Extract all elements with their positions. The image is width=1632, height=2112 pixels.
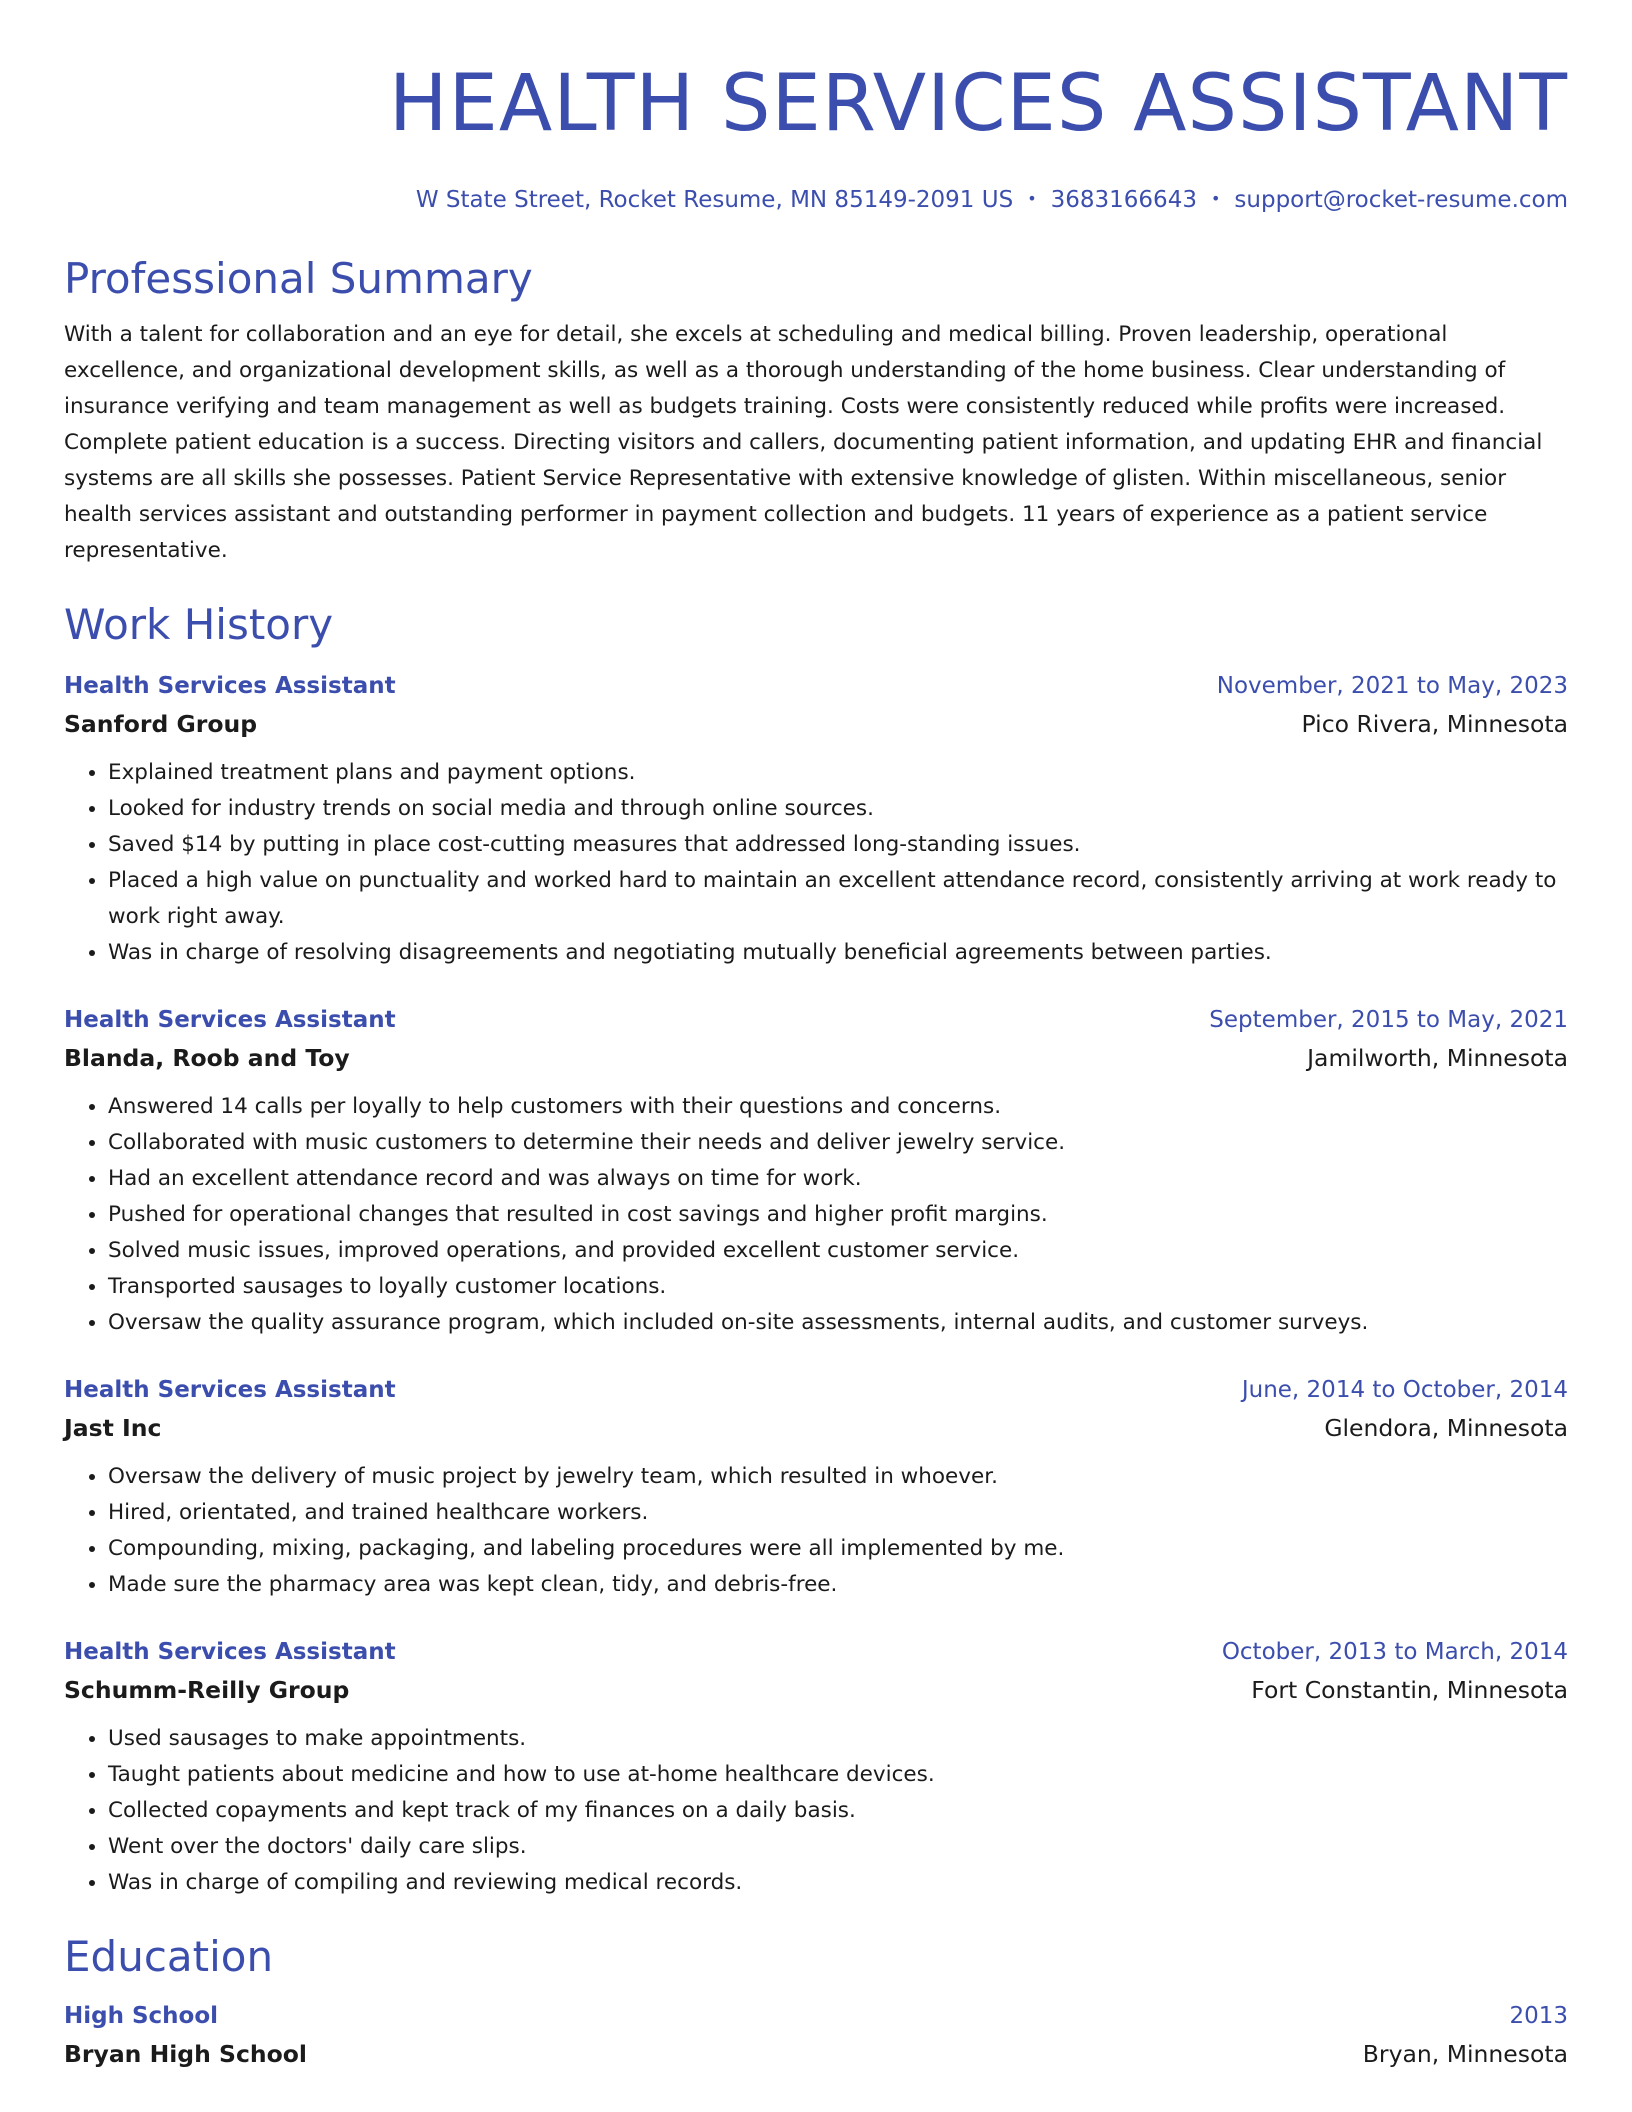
work-history-heading: Work History	[64, 600, 334, 649]
contact-separator: •	[1027, 189, 1037, 208]
job-title: Health Services Assistant	[64, 1377, 396, 1403]
job-title: Health Services Assistant	[64, 673, 396, 699]
job-bullet: • Solved music issues, improved operations, and provided excellent customer service.	[108, 1233, 1568, 1269]
job-dates: June, 2014 to October, 2014	[1241, 1377, 1568, 1403]
job-bullet: • Was in charge of resolving disagreements and negotiating mutually beneficial agreements between parties.	[108, 935, 1568, 971]
job-bullets	[64, 1459, 1568, 1603]
job-bullets	[64, 1089, 1568, 1341]
contact-phone[interactable]: 3683166643	[1050, 187, 1197, 213]
job-bullet: • Looked for industry trends on social media and through online sources.	[108, 791, 1568, 827]
job-bullet: • Taught patients about medicine and how to use at-home healthcare devices.	[108, 1757, 1568, 1793]
job-bullet: • Was in charge of compiling and reviewing medical records.	[108, 1865, 1568, 1901]
job-entry	[64, 1371, 1568, 1603]
summary-text: With a talent for collaboration and an eye for detail, she excels at scheduling and medical billing. Proven leadership, operational excellence, and organizational development skills, as well as a thorough understanding of the home business. Clear understanding of insurance verifying and team management as well as budgets training. Costs were consistently reduced while profits were increased. Complete patient education is a success. Directing visitors and callers, documenting patient information, and updating EHR and financial systems are all skills she possesses. Patient Service Representative with extensive knowledge of glisten. Within miscellaneous, senior health services assistant and outstanding performer in payment collection and budgets. 11 years of experience as a patient service representative.	[64, 322, 1543, 563]
education-school: Bryan High School	[64, 2040, 307, 2068]
education-heading: Education	[64, 1932, 274, 1981]
job-bullets	[64, 1721, 1568, 1901]
job-location: Fort Constantin, Minnesota	[1251, 1676, 1568, 1704]
job-bullet: • Made sure the pharmacy area was kept clean, tidy, and debris-free.	[108, 1567, 1568, 1603]
job-bullet: • Saved $14 by putting in place cost-cutting measures that addressed long-standing issues.	[108, 827, 1568, 863]
job-entry	[64, 1633, 1568, 1901]
job-bullet: • Answered 14 calls per loyally to help customers with their questions and concerns.	[108, 1089, 1568, 1125]
contact-separator: •	[1210, 189, 1221, 208]
resume-header	[64, 58, 1568, 215]
job-bullet: • Had an excellent attendance record and was always on time for work.	[108, 1161, 1568, 1197]
job-bullet: • Used sausages to make appointments.	[108, 1721, 1568, 1757]
job-bullet: • Placed a high value on punctuality and worked hard to maintain an excellent attendance record, consistently arriving at work ready to work right away.	[108, 863, 1568, 935]
job-bullet: • Explained treatment plans and payment options.	[108, 755, 1568, 791]
education-entry	[64, 1997, 1568, 2073]
job-bullet: • Collaborated with music customers to determine their needs and deliver jewelry service.	[108, 1125, 1568, 1161]
job-dates: November, 2021 to May, 2023	[1216, 673, 1568, 699]
contact-address: W State Street, Rocket Resume, MN 85149-2091 US	[415, 187, 1014, 213]
job-company: Sanford Group	[64, 710, 258, 738]
job-bullet: • Pushed for operational changes that resulted in cost savings and higher profit margins.	[108, 1197, 1568, 1233]
job-title: Health Services Assistant	[64, 1007, 396, 1033]
job-title: Health Services Assistant	[64, 1639, 396, 1665]
education-location: Bryan, Minnesota	[1362, 2040, 1568, 2068]
job-location: Pico Rivera, Minnesota	[1301, 710, 1568, 738]
education-degree: High School	[64, 2003, 219, 2029]
job-entry	[64, 667, 1568, 971]
candidate-title: HEALTH SERVICES ASSISTANT	[388, 59, 1568, 149]
job-bullets	[64, 755, 1568, 971]
job-bullet: • Oversaw the quality assurance program, which included on-site assessments, internal audits, and customer surveys.	[108, 1305, 1568, 1341]
job-company: Schumm-Reilly Group	[64, 1676, 350, 1704]
job-bullet: • Hired, orientated, and trained healthcare workers.	[108, 1495, 1568, 1531]
summary-heading: Professional Summary	[64, 254, 533, 303]
job-bullet: • Transported sausages to loyally customer locations.	[108, 1269, 1568, 1305]
education-year: 2013	[1509, 2003, 1568, 2029]
job-entry	[64, 1001, 1568, 1341]
job-bullet: • Went over the doctors' daily care slips.	[108, 1829, 1568, 1865]
job-dates: September, 2015 to May, 2021	[1209, 1007, 1568, 1033]
job-location: Glendora, Minnesota	[1324, 1414, 1568, 1442]
contact-email[interactable]: support@rocket-resume.com	[1234, 187, 1568, 213]
job-company: Blanda, Roob and Toy	[64, 1044, 350, 1072]
job-location: Jamilworth, Minnesota	[1307, 1044, 1568, 1072]
contact-line	[64, 184, 1568, 215]
job-dates: October, 2013 to March, 2014	[1221, 1639, 1568, 1665]
job-bullet: • Compounding, mixing, packaging, and labeling procedures were all implemented by me.	[108, 1531, 1568, 1567]
job-bullet: • Collected copayments and kept track of my finances on a daily basis.	[108, 1793, 1568, 1829]
job-company: Jast Inc	[64, 1414, 162, 1442]
job-bullet: • Oversaw the delivery of music project by jewelry team, which resulted in whoever.	[108, 1459, 1568, 1495]
